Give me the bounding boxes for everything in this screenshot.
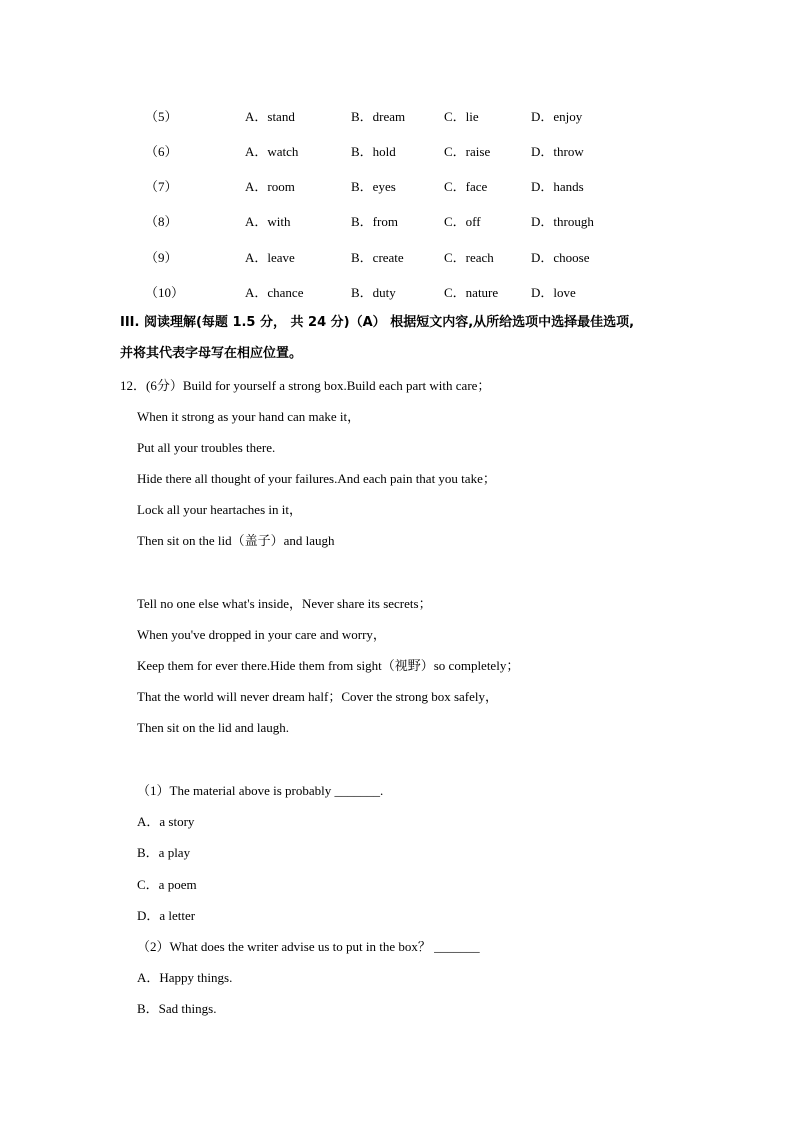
- option-d: D．choose: [531, 250, 590, 265]
- option-a: A．leave: [245, 250, 295, 265]
- option-b: B．hold: [351, 144, 396, 159]
- question-number: （7）: [145, 179, 178, 194]
- option-a: A．chance: [245, 285, 304, 300]
- option-a: A．watch: [245, 144, 299, 159]
- option-d: D．enjoy: [531, 109, 583, 124]
- answer-choice: D．a letter: [137, 908, 196, 923]
- option-row-9: [0, 247, 794, 267]
- option-row-5: [0, 106, 794, 126]
- poem-line: Then sit on the lid（盖子）and laugh: [137, 533, 335, 548]
- answer-choice: B．Sad things.: [137, 1001, 217, 1016]
- poem-line: Keep them for ever there.Hide them from sight（视野）so completely；: [137, 658, 520, 673]
- poem-line: Put all your troubles there.: [137, 440, 276, 455]
- answer-choice: A．Happy things.: [137, 970, 233, 985]
- option-b: B．dream: [351, 109, 406, 124]
- option-d: D．love: [531, 285, 576, 300]
- option-row-8: [0, 211, 794, 231]
- poem-line: Lock all your heartaches in it，: [137, 502, 302, 517]
- question-12-intro: 12．(6分）Build for yourself a strong box.Build each part with care；: [120, 378, 491, 393]
- answer-choice: A．a story: [137, 814, 195, 829]
- question-number: （10）: [145, 285, 185, 300]
- section-heading: III. 阅读理解(每题 1.5 分， 共 24 分)（A） 根据短文内容,从所给选项中选择最佳选项,: [120, 315, 635, 330]
- option-d: D．throw: [531, 144, 584, 159]
- question-number: （5）: [145, 109, 178, 124]
- option-c: C．off: [444, 214, 481, 229]
- poem-line: Hide there all thought of your failures.And each pain that you take；: [137, 471, 496, 486]
- option-b: B．eyes: [351, 179, 396, 194]
- poem-line: That the world will never dream half；Cover the strong box safely，: [137, 689, 499, 704]
- option-c: C．reach: [444, 250, 494, 265]
- poem-line: Then sit on the lid and laugh.: [137, 720, 290, 735]
- option-c: C．face: [444, 179, 488, 194]
- option-a: A．stand: [245, 109, 295, 124]
- option-row-10: [0, 282, 794, 302]
- section-heading-continued: 并将其代表字母写在相应位置。: [120, 346, 303, 361]
- option-row-7: [0, 176, 794, 196]
- option-row-6: [0, 141, 794, 161]
- option-a: A．room: [245, 179, 295, 194]
- option-b: B．from: [351, 214, 398, 229]
- option-c: C．lie: [444, 109, 479, 124]
- answer-choice: B．a play: [137, 845, 191, 860]
- option-b: B．create: [351, 250, 404, 265]
- question-number: （6）: [145, 144, 178, 159]
- option-c: C．raise: [444, 144, 491, 159]
- poem-line: When it strong as your hand can make it，: [137, 409, 361, 424]
- option-b: B．duty: [351, 285, 396, 300]
- option-a: A．with: [245, 214, 291, 229]
- poem-line: When you've dropped in your care and worry，: [137, 627, 386, 642]
- option-d: D．hands: [531, 179, 584, 194]
- sub-question-2: （2）What does the writer advise us to put in the box？ _______: [137, 939, 480, 954]
- sub-question-1: （1）The material above is probably _______.: [137, 783, 384, 798]
- poem-line: Tell no one else what's inside，Never share its secrets；: [137, 596, 432, 611]
- option-d: D．through: [531, 214, 594, 229]
- answer-choice: C．a poem: [137, 877, 197, 892]
- option-c: C．nature: [444, 285, 499, 300]
- question-number: （9）: [145, 250, 178, 265]
- question-number: （8）: [145, 214, 178, 229]
